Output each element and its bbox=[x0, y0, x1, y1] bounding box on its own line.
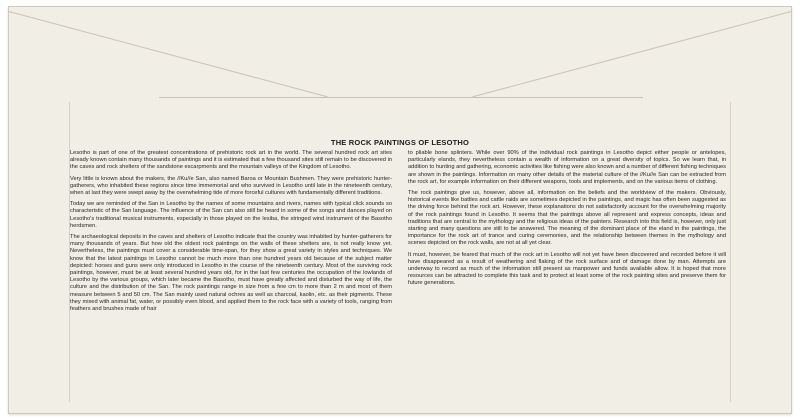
text-column-right bbox=[408, 150, 726, 292]
text-column-left bbox=[70, 150, 392, 317]
paragraph: It must, however, be feared that much of the rock art in Lesotho will not yet have been discovered and recorded before it will have disappeared as a result of weathering and flaking of the rock surface and of damage done by man. Attempts are underway to record as much of the information still present as manpower and funds available allow. It is hoped that more resources can be attracted to complete this task and to protect at least some of the rock painting sites and preserve them for future generations. bbox=[408, 251, 726, 287]
flap-edge bbox=[159, 97, 643, 98]
flap-fold-left bbox=[9, 11, 328, 97]
paragraph: to pliable bone splinters. While over 90% of the individual rock paintings in Lesotho depict either people or antelopes, particularly elands, they nevertheless contain a wealth of information on a great diversity of topics. So we learn that, in addition to hunting and gathering, economic activities like fishing were also known and a number of different fishing techniques are shown in the paintings. Information on many other details of the material culture of the //Ku//e San can be extracted from the rock art, for example information on their different weapons, tools and implements, and on the various items of clothing. bbox=[408, 150, 726, 185]
document-title: THE ROCK PAINTINGS OF LESOTHO bbox=[330, 138, 470, 147]
paragraph: Lesotho is part of one of the greatest concentrations of prehistoric rock art in the world. The several hundred rock art sites already known contain many thousands of paintings and it is estimated that a few thousand sites still remain to be discovered in the caves and rock shelters of the sandstone escarpments and the mountain valleys of the Kingdom of Lesotho. bbox=[70, 150, 392, 171]
paragraph: The rock paintings give us, however, above all, information on the beliefs and the worldview of the makers. Obviously, historical events like battles and cattle raids are sometimes depicted in the paintings, and magic has often been suggested as the driving force behind the rock art. However, these explanations do not satisfactorily account for the overwhelming majority of the rock paintings found in Lesotho. It seems that the paintings above all represent and express concepts, ideas and traditions that are central to the mythology and the religious ideas of the painters. Research into this field is, however, only just starting and many questions are still to be answered. The meaning of the dominant place of the eland in the paintings, the importance for the rock art of trance and curing ceremonies, and the relationship between themes in the mythology and scenes depicted on the rock walls, are not at all yet clear. bbox=[408, 190, 726, 247]
envelope-seam-right bbox=[730, 102, 731, 402]
paragraph: The archaeological deposits in the caves and shelters of Lesotho indicate that the country was inhabited by hunter-gatherers for many thousands of years. But how old the oldest rock paintings on the walls of these shelters are, is not really know yet. Nevertheless, the paintings must cover a considerable time-span, for they show a great variety in styles and techniques. We know that the latest paintings in Lesotho cannot be much more than one hundred years old because of the subject matter depicted: horses and guns were only introduced in Lesotho in the course of the nineteenth century. Most of the surviving rock paintings, however, must be at least several hundred years old, for in the last few centuries the occupation of the lowlands of Lesotho by the various groups, which later became the Basotho, must have greatly affected and disturbed the way of life, the culture and the distribution of the San. The rock paintings range in size from a few cm to more than 2 m and most of them measure between 5 and 50 cm. The San mainly used natural ochres as well as charcoal, kaolin, etc. as their pigments. These they mixed with animal fat, water, or possibly even blood, and applied them to the rock face with a variety of tools, ranging from feathers and brushes made of hair bbox=[70, 234, 392, 313]
paragraph: Very little is known about the makers, the //Ku//e San, also named Baroa or Mountain Bushmen. They were prehistoric hunter-gatherers, who inhabited these regions since time immemorial and who survived in Lesotho until late in the nineteenth century, when at last they were swept away by the overwhelming tide of more forceful cultures with fundamentally different traditions. bbox=[70, 175, 392, 197]
paragraph: Today we are reminded of the San in Lesotho by the names of some mountains and rivers, names with typical click sounds so characteristic of the San language. The influence of the San can also still be heard in some of the songs and dances played on Lesotho's traditional musical instruments, especially in those played on the lesiba, the stringed wind instrument of the Basotho herdsmen. bbox=[70, 201, 392, 229]
flap-fold-right bbox=[472, 11, 791, 97]
